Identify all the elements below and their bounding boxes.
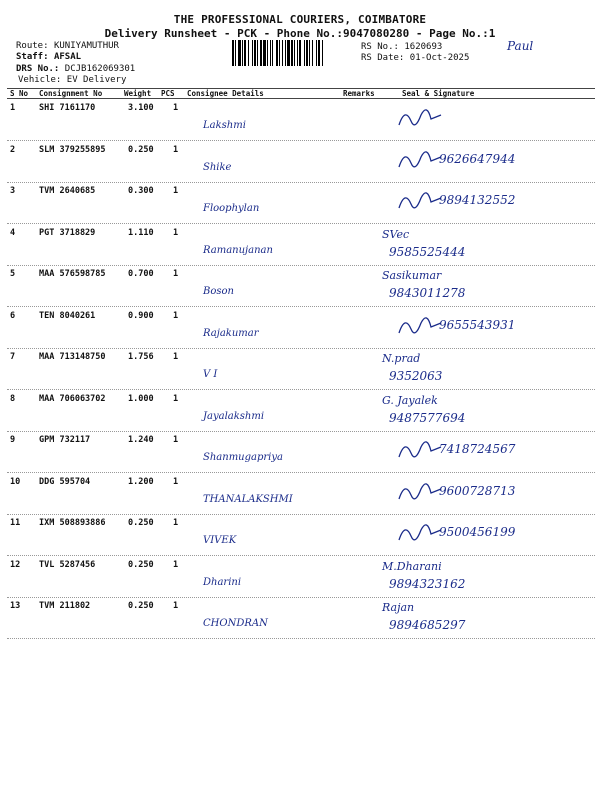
row-sno: 8: [10, 393, 16, 404]
row-weight: 1.200: [128, 476, 154, 487]
consignee-handwritten: Shike: [203, 161, 232, 173]
row-weight: 0.250: [128, 559, 154, 570]
signature-scribble: [399, 483, 441, 498]
phone-handwritten: 7418724567: [439, 442, 516, 456]
phone-handwritten: 9500456199: [439, 525, 516, 539]
table-row: [7, 514, 595, 556]
row-sno: 2: [10, 144, 16, 155]
drs-value: DCJB162069301: [64, 64, 136, 74]
consignee-handwritten: Shanmugapriya: [203, 452, 283, 463]
row-pcs: 1: [173, 227, 179, 238]
row-sno: 11: [10, 518, 21, 528]
table-row: [7, 348, 595, 390]
row-sno: 9: [10, 435, 16, 445]
row-handwriting: [7, 307, 595, 348]
table-row: [7, 473, 595, 515]
row-handwriting: [7, 265, 595, 306]
consignee-handwritten: Dharini: [203, 576, 242, 588]
consignee-handwritten: Jayalakshmi: [203, 410, 265, 422]
phone-handwritten: 9626647944: [439, 151, 516, 166]
row-pcs: 1: [173, 601, 179, 611]
signature-scribble: [399, 110, 441, 125]
consignee-handwritten: CHONDRAN: [203, 618, 268, 629]
drs-line: DRS No.: DCJB162069301: [16, 64, 136, 74]
row-consignment-no: TVM 2640685: [39, 186, 96, 196]
row-handwriting: [7, 597, 595, 638]
row-weight: 0.700: [128, 269, 154, 279]
row-weight: 3.100: [128, 103, 154, 113]
row-pcs: 1: [173, 559, 179, 570]
row-handwriting: [7, 431, 595, 472]
row-consignment-no: DDG 595704: [39, 476, 91, 487]
table-row: [7, 390, 595, 432]
table-row: [7, 182, 595, 224]
row-handwriting: [7, 141, 595, 182]
signature-scribble: [399, 151, 441, 166]
phone-handwritten: 9843011278: [389, 286, 466, 300]
row-handwriting: [7, 348, 595, 389]
col-consignment: Consignment No: [39, 89, 103, 98]
row-weight: 1.000: [128, 393, 154, 404]
row-weight: 1.240: [128, 435, 154, 445]
row-pcs: 1: [173, 393, 179, 404]
col-consignee: Consignee Details: [187, 89, 264, 98]
rs-date-value: 01-Oct-2025: [409, 53, 470, 63]
row-pcs: 1: [173, 186, 179, 196]
row-weight: 0.300: [128, 186, 154, 196]
signature-scribble: [399, 525, 441, 540]
phone-handwritten: 9585525444: [389, 244, 466, 259]
table-row: [7, 265, 595, 307]
signature-text: Sasikumar: [382, 269, 442, 282]
row-handwriting: [7, 514, 595, 555]
col-seal: Seal & Signature: [402, 89, 475, 98]
row-pcs: 1: [173, 518, 179, 528]
handwritten-note: [505, 36, 549, 56]
phone-handwritten: 9600728713: [439, 483, 516, 498]
row-pcs: 1: [173, 352, 179, 362]
consignee-handwritten: Lakshmi: [203, 120, 246, 131]
consignee-handwritten: THANALAKSHMI: [203, 493, 293, 505]
row-weight: 0.250: [128, 518, 154, 528]
row-handwriting: [7, 473, 595, 514]
row-consignment-no: IXM 508893886: [39, 518, 106, 528]
row-weight: 0.250: [128, 144, 154, 155]
col-remarks: Remarks: [343, 89, 375, 98]
row-pcs: 1: [173, 144, 179, 155]
row-consignment-no: MAA 576598785: [39, 269, 106, 279]
row-consignment-no: SHI 7161170: [39, 103, 96, 113]
row-weight: 0.900: [128, 310, 154, 321]
rs-date-line: RS Date: 01-Oct-2025: [361, 53, 470, 63]
consignee-handwritten: Boson: [203, 286, 234, 297]
row-pcs: 1: [173, 435, 179, 445]
vehicle-value: EV Delivery: [66, 75, 127, 85]
table-row: [7, 141, 595, 183]
row-consignment-no: MAA 706063702: [39, 393, 106, 404]
table-row: [7, 307, 595, 349]
row-sno: 10: [10, 476, 21, 487]
consignee-handwritten: Ramanujanan: [203, 244, 273, 256]
consignee-handwritten: V I: [203, 369, 218, 380]
row-weight: 0.250: [128, 601, 154, 611]
rs-no-value: 1620693: [404, 42, 443, 52]
signature-text: N.prad: [382, 352, 421, 365]
route-value: KUNIYAMUTHUR: [53, 41, 119, 51]
phone-handwritten: 9894323162: [389, 576, 466, 591]
signature-text: G. Jayalek: [382, 393, 438, 407]
table-row: [7, 556, 595, 598]
row-consignment-no: SLM 379255895: [39, 144, 106, 155]
signature-scribble: [399, 442, 441, 457]
row-handwriting: [7, 99, 595, 140]
phone-handwritten: 9352063: [389, 369, 443, 383]
row-consignment-no: MAA 713148750: [39, 352, 106, 362]
signature-text: SVec: [382, 227, 410, 241]
row-weight: 1.756: [128, 352, 154, 362]
col-sno: S No: [10, 89, 29, 98]
row-handwriting: [7, 390, 595, 431]
consignee-handwritten: VIVEK: [203, 535, 237, 546]
table-row: [7, 431, 595, 473]
row-sno: 5: [10, 269, 16, 279]
row-pcs: 1: [173, 310, 179, 321]
row-handwriting: [7, 224, 595, 265]
svg-text:Paul: Paul: [507, 39, 534, 53]
route-line: Route: KUNIYAMUTHUR: [16, 41, 119, 51]
row-sno: 4: [10, 227, 16, 238]
row-handwriting: [7, 556, 595, 597]
row-sno: 7: [10, 352, 16, 362]
signature-scribble: [399, 317, 441, 332]
row-consignment-no: TVL 5287456: [39, 559, 96, 570]
signature-scribble: [399, 193, 441, 208]
phone-handwritten: 9894685297: [389, 618, 466, 632]
consignee-handwritten: Floophylan: [203, 203, 260, 214]
row-sno: 6: [10, 310, 16, 321]
row-consignment-no: GPM 732117: [39, 435, 91, 445]
row-handwriting: [7, 182, 595, 223]
row-weight: 1.110: [128, 227, 154, 238]
row-consignment-no: TEN 8040261: [39, 310, 96, 321]
col-weight: Weight: [124, 89, 152, 98]
col-pcs: PCS: [161, 89, 175, 98]
row-sno: 3: [10, 186, 16, 196]
table-row: [7, 99, 595, 141]
row-sno: 12: [10, 559, 21, 570]
phone-handwritten: 9487577694: [389, 410, 466, 425]
runsheet-subtitle: Delivery Runsheet - PCK - Phone No.:9047080280 - Page No.:1: [104, 27, 496, 40]
staff-value: AFSAL: [53, 52, 82, 62]
staff-line: Staff: AFSAL: [16, 52, 82, 62]
barcode: [232, 40, 356, 66]
signature-text: Rajan: [382, 601, 415, 614]
company-title: THE PROFESSIONAL COURIERS, COIMBATORE: [173, 13, 427, 26]
row-pcs: 1: [173, 103, 179, 113]
rs-no-line: RS No.: 1620693: [361, 42, 443, 52]
row-sno: 13: [10, 601, 21, 611]
row-pcs: 1: [173, 269, 179, 279]
table-row: [7, 224, 595, 266]
signature-text: M.Dharani: [382, 559, 442, 573]
phone-handwritten: 9655543931: [439, 317, 516, 332]
row-consignment-no: PGT 3718829: [39, 227, 96, 238]
consignee-handwritten: Rajakumar: [203, 327, 259, 339]
phone-handwritten: 9894132552: [439, 193, 516, 207]
row-pcs: 1: [173, 476, 179, 487]
table-row: [7, 597, 595, 639]
vehicle-line: Vehicle: EV Delivery: [18, 75, 127, 85]
row-sno: 1: [10, 103, 16, 113]
row-consignment-no: TVM 211802: [39, 601, 91, 611]
